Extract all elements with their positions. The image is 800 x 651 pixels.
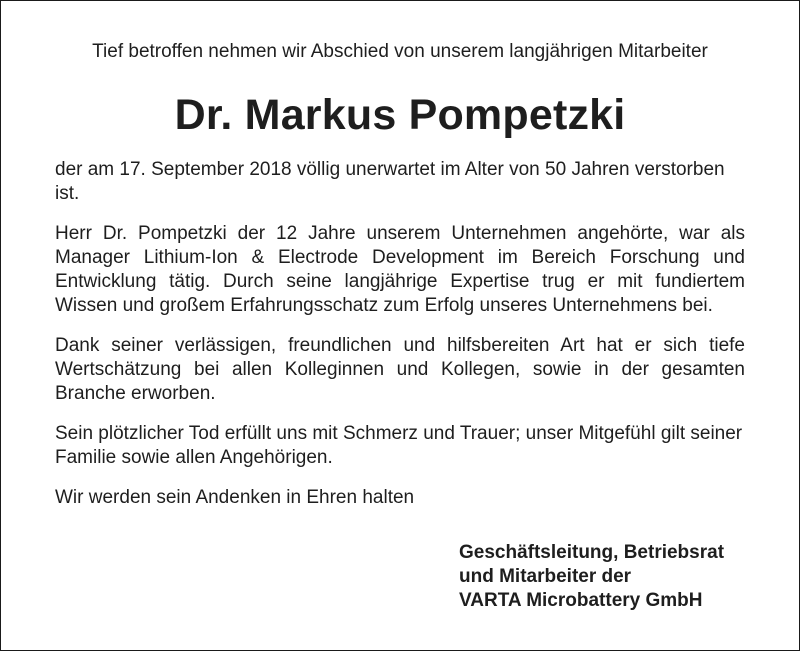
paragraph-condolence: Sein plötzlicher Tod erfüllt uns mit Schmerz und Trauer; unser Mitgefühl gilt seiner Familie sowie allen Angehörigen. [55,423,743,468]
intro-line: Tief betroffen nehmen wir Abschied von unserem langjährigen Mitarbeiter [92,41,708,62]
paragraph-career: Herr Dr. Pompetzki der 12 Jahre unserem Unternehmen angehörte, war als Manager Lithium-Ion & Electrode Development im Bereich Forschung und Entwicklung tätig. Durch seine langjährige Expertise trug er mit fundiertem Wissen und großem Erfahrungsschatz zum Erfolg unseres Unternehmens bei. [55,223,745,316]
paragraph-appreciation: Dank seiner verlässigen, freundlichen und hilfsbereiten Art hat er sich tiefe Wertschätzung bei allen Kolleginnen und Kollegen, sowie in der gesamten Branche erworben. [55,335,745,404]
paragraph-remembrance: Wir werden sein Andenken in Ehren halten [55,487,415,508]
deceased-name: Dr. Markus Pompetzki [174,91,626,139]
notice-body [55,158,745,526]
signature-company: VARTA Microbattery GmbH [459,590,703,611]
signature-line: Geschäftsleitung, Betriebsrat [459,542,725,563]
signature-block [459,541,759,613]
paragraph-death-date: der am 17. September 2018 völlig unerwartet im Alter von 50 Jahren verstorben ist. [55,159,725,204]
signature-line: und Mitarbeiter der [459,566,632,587]
